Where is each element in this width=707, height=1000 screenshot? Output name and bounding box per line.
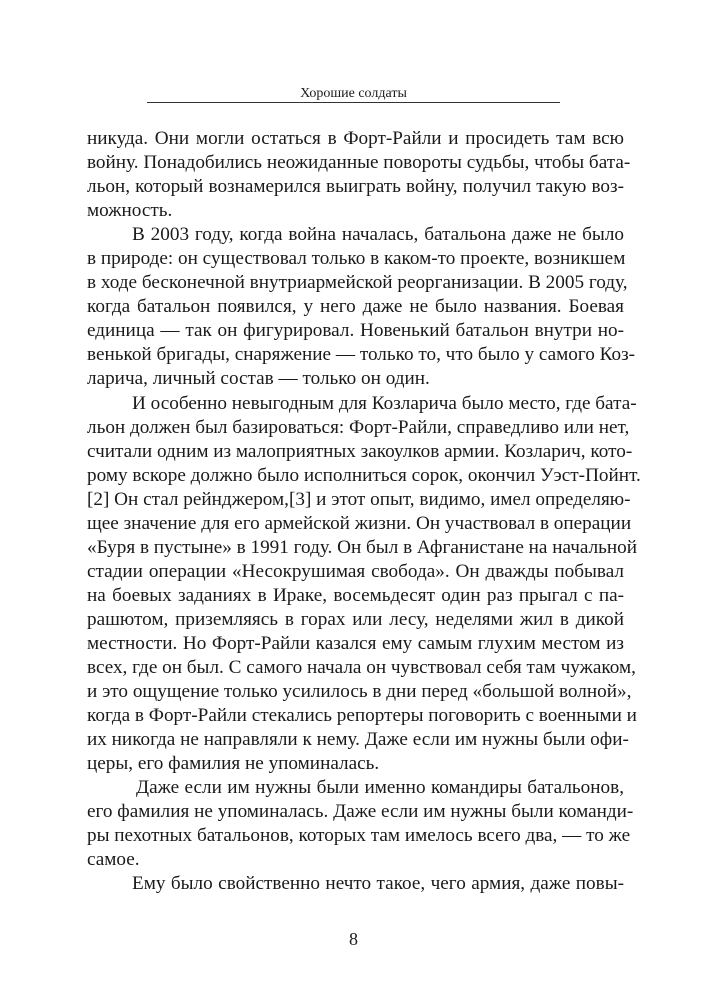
text-line: единица — так он фигурировал. Новенький батальон внутри но-	[87, 320, 624, 342]
text-line: И особенно невыгодным для Козларича было место, где бата-	[132, 392, 637, 414]
text-line: и это ощущение только усилилось в дни перед «большой волной»,	[87, 681, 632, 703]
text-line: стадии операции «Несокрушимая свобода». Он дважды побывал	[87, 560, 624, 582]
text-line: венькой бригады, снаряжение — только то, что было у самого Коз-	[87, 344, 636, 366]
text-line: когда батальон появился, у него даже не было названия. Боевая	[87, 296, 624, 318]
paragraph	[87, 872, 624, 896]
text-line: местности. Но Форт-Райли казался ему самым глухим местом из	[87, 632, 624, 654]
text-line: самое.	[87, 849, 140, 871]
text-line: войну. Понадобились неожиданные повороты судьбы, чтобы бата-	[87, 152, 631, 174]
page-number: 8	[349, 929, 358, 949]
running-head: Хорошие солдаты	[300, 86, 407, 101]
text-line: его фамилия не упоминалась. Даже если им нужны были команди-	[87, 801, 634, 823]
text-line: «Буря в пустыне» в 1991 году. Он был в Афганистане на начальной	[87, 536, 638, 558]
paragraph	[87, 223, 636, 391]
text-line: льон, который вознамерился выиграть войну, получил такую воз-	[87, 176, 624, 198]
text-line: считали одним из малоприятных закоулков армии. Козларич, кото-	[87, 440, 633, 462]
text-line: на боевых заданиях в Ираке, восемьдесят один раз прыгал с па-	[87, 584, 624, 606]
text-line: щее значение для его армейской жизни. Он участвовал в операции	[87, 512, 632, 534]
text-line: ры пехотных батальонов, которых там имелось всего два, — то же	[87, 825, 631, 847]
text-line: когда в Форт-Райли стекались репортеры поговорить с военными и	[87, 705, 637, 727]
body-text	[87, 127, 641, 897]
text-line: церы, его фамилия не упоминалась.	[87, 753, 380, 775]
text-line: Ему было свойственно нечто такое, чего армия, даже повы-	[132, 873, 624, 895]
text-line: всех, где он был. С самого начала он чувствовал себя там чужаком,	[87, 657, 636, 679]
text-line: рашютом, приземляясь в горах или лесу, неделями жил в дикой	[87, 608, 624, 630]
text-line: в ходе бесконечной внутриармейской реорганизации. В 2005 году,	[87, 272, 628, 294]
text-line: в природе: он существовал только в каком-то проекте, возникшем	[87, 248, 626, 270]
text-line: рому вскоре должно было исполниться сорок, окончил Уэст-Пойнт.	[87, 464, 641, 486]
text-line: Даже если им нужны были именно командиры батальонов,	[136, 777, 624, 799]
text-line: их никогда не направляли к нему. Даже если им нужны были офи-	[87, 729, 629, 751]
text-line: можность.	[87, 200, 173, 222]
paragraph	[87, 776, 634, 872]
text-line: [2] Он стал рейнджером,[3] и этот опыт, видимо, имел определяю-	[87, 488, 631, 510]
header-rule	[147, 102, 560, 103]
text-line: ларича, личный состав — только он один.	[87, 368, 430, 390]
paragraph	[87, 392, 641, 777]
text-line: льон должен был базироваться: Форт-Райли, справедливо или нет,	[87, 416, 630, 438]
text-line: В 2003 году, когда война началась, батальона даже не было	[132, 224, 624, 246]
text-line: никуда. Они могли остаться в Форт-Райли и просидеть там всю	[87, 128, 624, 149]
paragraph	[87, 127, 631, 223]
